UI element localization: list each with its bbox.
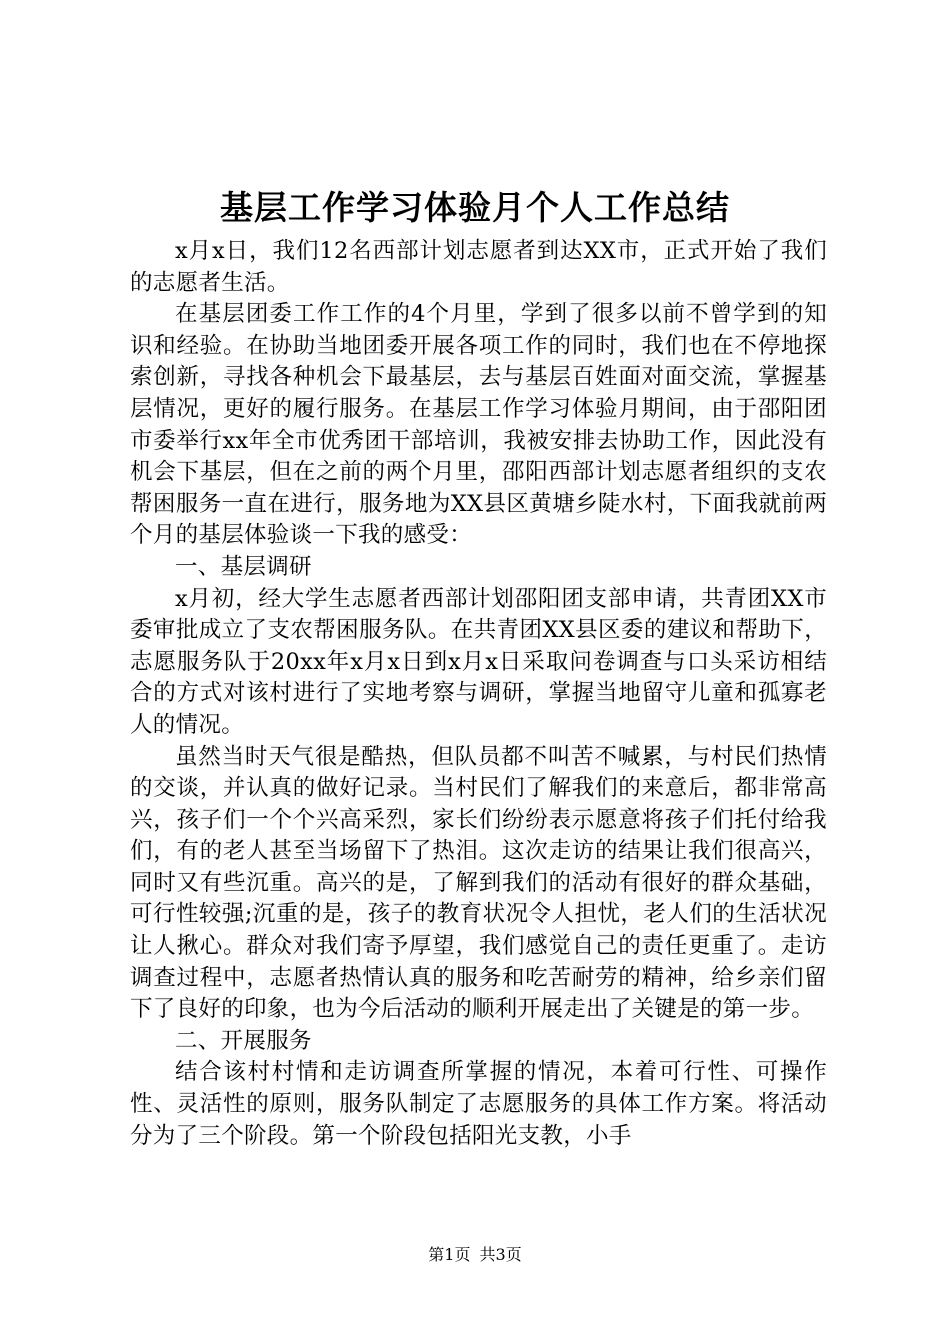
paragraph-service: 结合该村村情和走访调查所掌握的情况，本着可行性、可操作性、灵活性的原则，服务队制定了志愿服务的具体工作方案。将活动分为了三个阶段。第一个阶段包括阳光支教，小手 (130, 1059, 827, 1149)
page-total: 共3页 (479, 1245, 522, 1264)
document-title: 基层工作学习体验月个人工作总结 (220, 188, 730, 227)
section-heading-service: 二、开展服务 (175, 1027, 312, 1054)
section-heading-research: 一、基层调研 (175, 553, 312, 580)
paragraph-overview: 在基层团委工作工作的4个月里，学到了很多以前不曾学到的知识和经验。在协助当地团委开展各项工作的同时，我们也在不停地探索创新，寻找各种机会下最基层，去与基层百姓面对面交流，掌握基层情况，更好的履行服务。在基层工作学习体验月期间，由于邵阳团市委举行xx年全市优秀团干部培训，我被安排去协助工作，因此没有机会下基层，但在之前的两个月里，邵阳西部计划志愿者组织的支农帮困服务一直在进行，服务地为XX县区黄塘乡陡水村，下面我就前两个月的基层体验谈一下我的感受： (130, 301, 827, 549)
paragraph-research: x月初，经大学生志愿者西部计划邵阳团支部申请，共青团XX市委审批成立了支农帮困服务队。在共青团XX县区委的建议和帮助下，志愿服务队于20xx年x月x日到x月x日采取问卷调查与口头采访相结合的方式对该村进行了实地考察与调研，掌握当地留守儿童和孤寡老人的情况。 (130, 585, 827, 738)
paragraph-intro: x月x日，我们12名西部计划志愿者到达XX市，正式开始了我们的志愿者生活。 (130, 238, 827, 296)
page-number: 第1页 (428, 1245, 471, 1264)
paragraph-visit: 虽然当时天气很是酷热，但队员都不叫苦不喊累，与村民们热情的交谈，并认真的做好记录。当村民们了解我们的来意后，都非常高兴，孩子们一个个兴高采烈，家长们纷纷表示愿意将孩子们托付给我们，有的老人甚至当场留下了热泪。这次走访的结果让我们很高兴，同时又有些沉重。高兴的是，了解到我们的活动有很好的群众基础，可行性较强;沉重的是，孩子的教育状况令人担忧，老人们的生活状况让人揪心。群众对我们寄予厚望，我们感觉自己的责任更重了。走访调查过程中，志愿者热情认真的服务和吃苦耐劳的精神，给乡亲们留下了良好的印象，也为今后活动的顺利开展走出了关键是的第一步。 (130, 743, 827, 1023)
page-footer (0, 1244, 950, 1266)
document-body (130, 236, 827, 1152)
